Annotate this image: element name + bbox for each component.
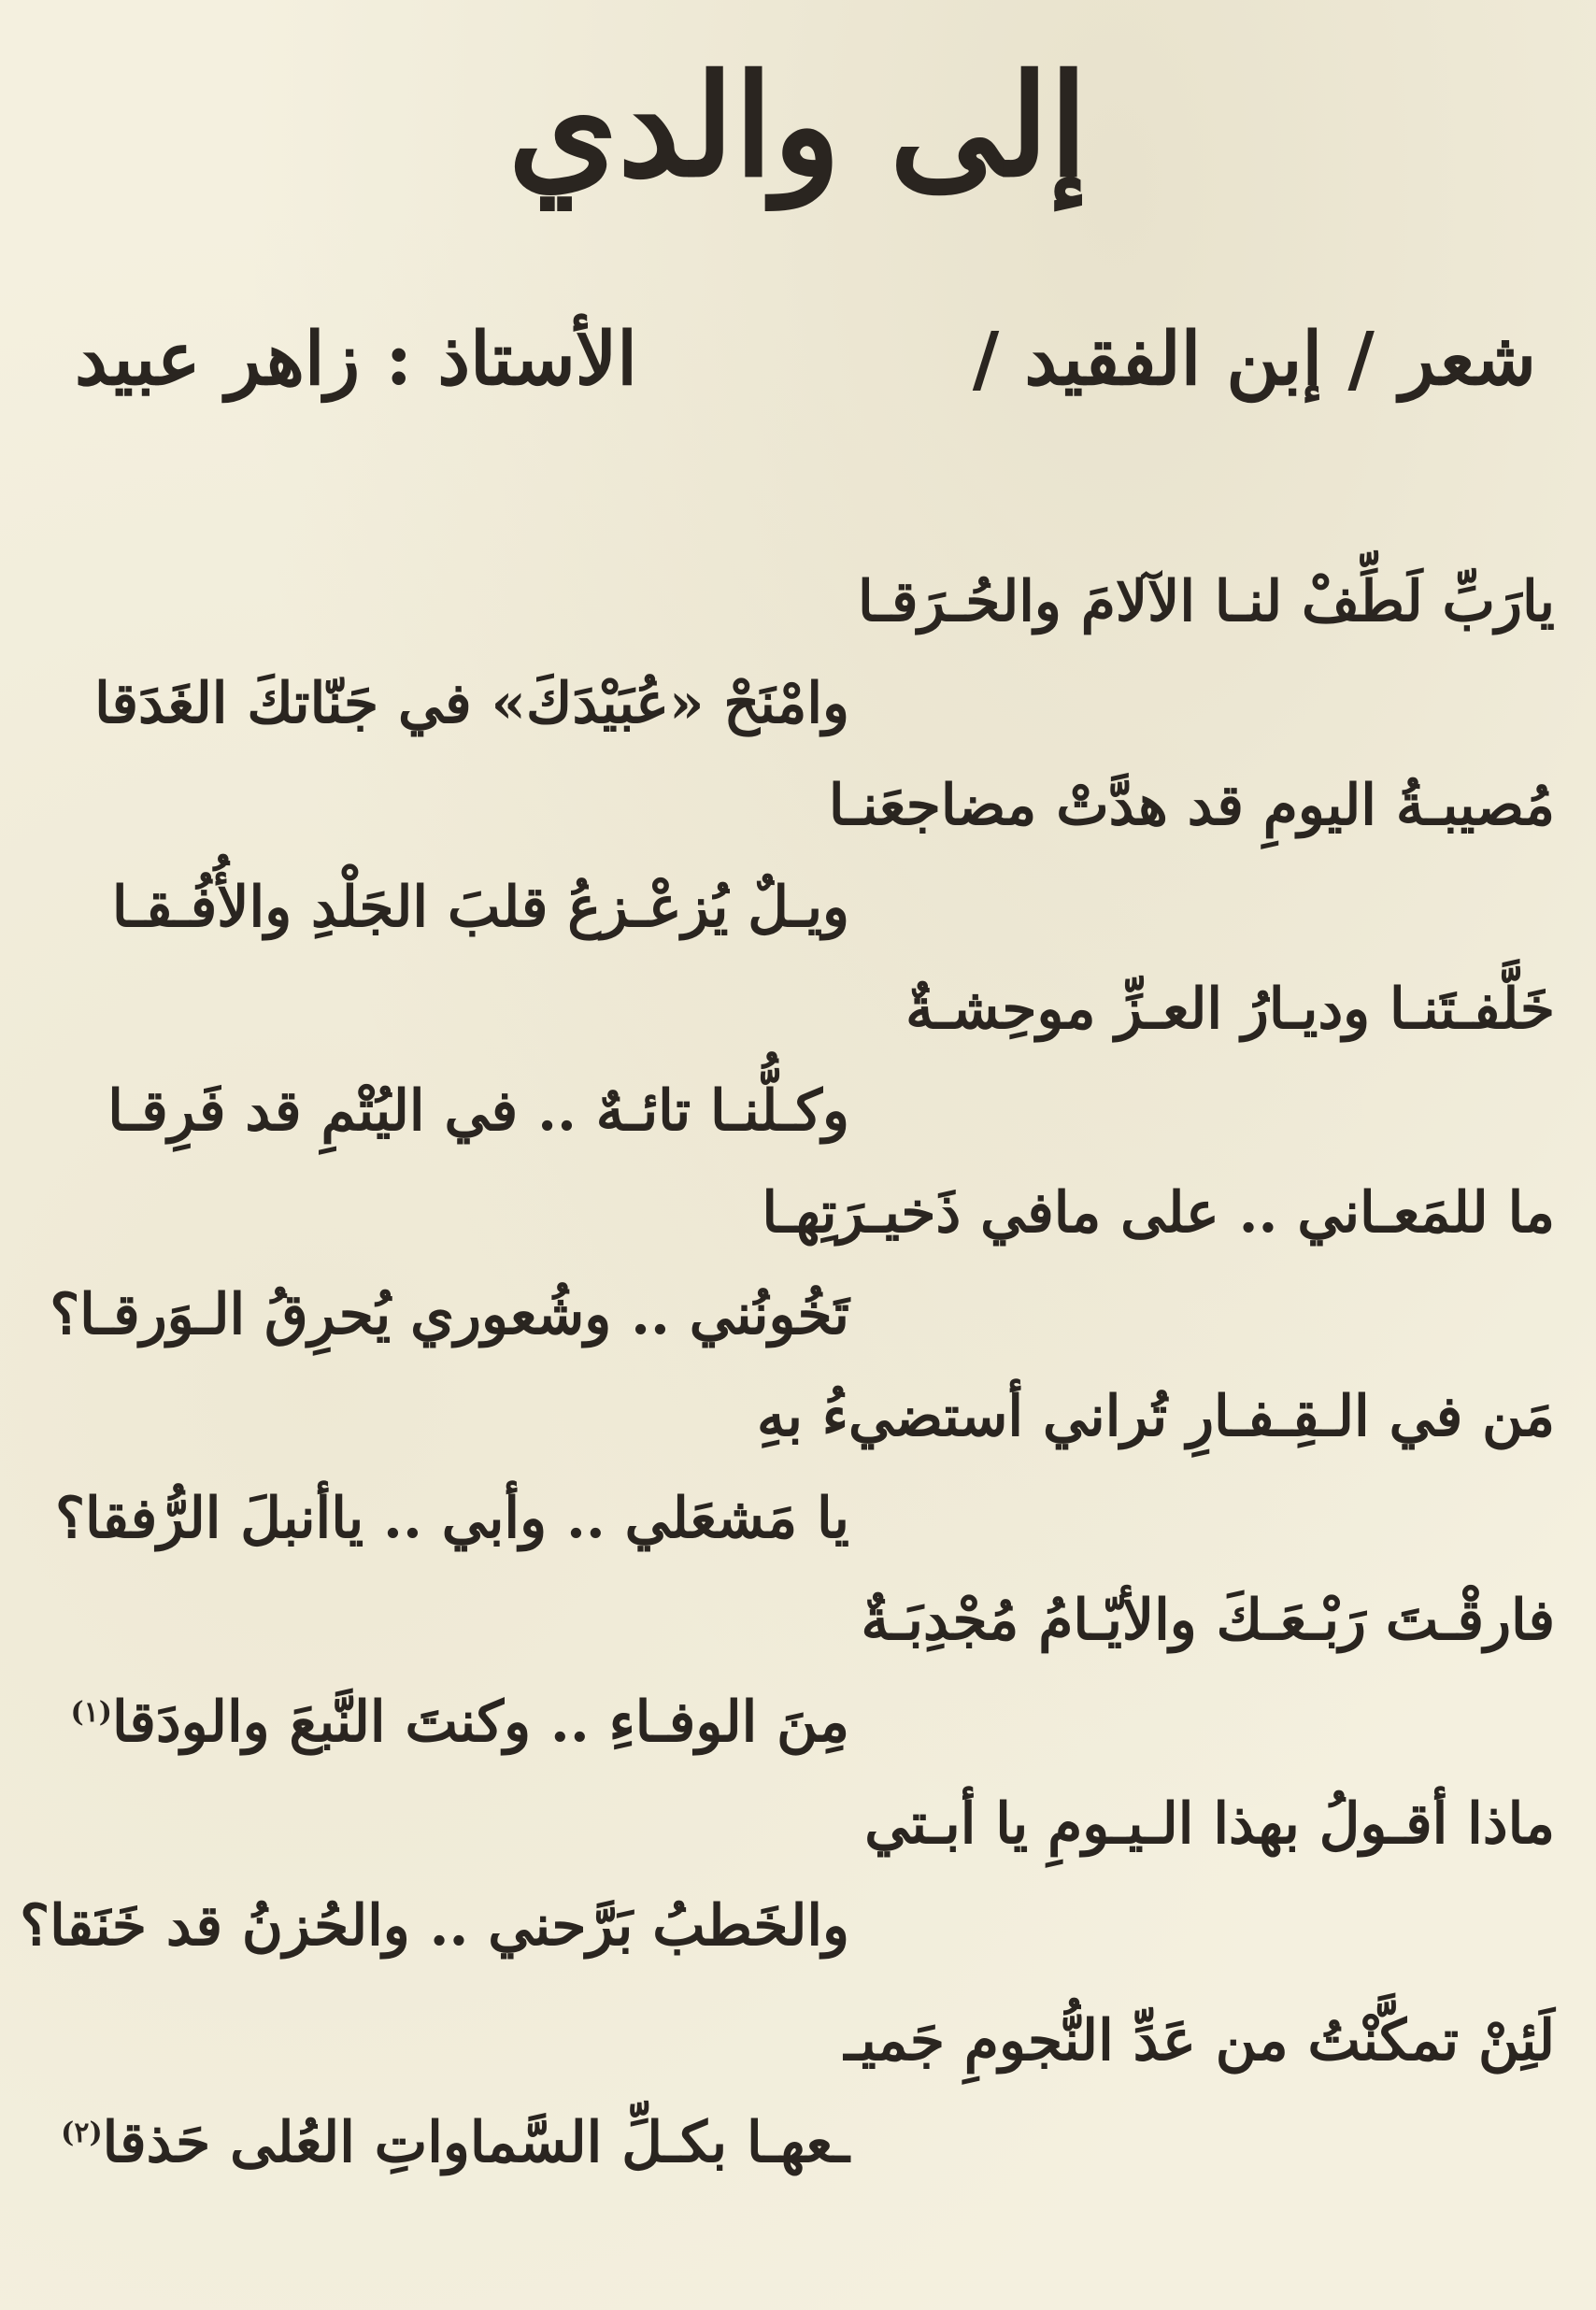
verse-line: وكـلُّنـا تائـهٌ .. في اليُتْمِ قد فَرِقـا <box>107 1078 849 1144</box>
poem-title: إلى والدي <box>507 44 1089 208</box>
verse-line: يا مَشعَلي .. وأبي .. ياأنبلَ الرُّفقا؟ <box>55 1486 849 1551</box>
verse-line: ما للمَعـاني .. على مافي ذَخيـرَتِهـا <box>762 1180 1555 1246</box>
verse-line: تَخُونُني .. وشُعوري يُحرِقُ الـوَرقـا؟ <box>50 1282 849 1348</box>
verse-line: مَن في الـقِـفـارِ تُراني أستضيءُ بهِ <box>757 1384 1555 1449</box>
footnote-marker: (٢) <box>61 2117 103 2149</box>
verse-line: مُصيبـةُ اليومِ قد هدَّتْ مضاجعَنـا <box>828 773 1555 838</box>
footnote-marker: (١) <box>70 1696 112 1729</box>
verse-line: ويـلٌ يُزعْـزعُ قلبَ الجَلْدِ والأُفُـقـا <box>111 875 849 940</box>
verse-line: ـعهـا بكـلِّ السَّماواتِ العُلى حَذقا$^{(٢)}$ <box>61 2110 849 2175</box>
verse-line: يارَبِّ لَطِّفْ لنـا الآلامَ والحُـرَقـا <box>858 569 1555 635</box>
verse-line: وامْنَحْ «عُبَيْدَكَ» في جَنّاتكَ الغَدَقا <box>94 671 849 736</box>
teacher-credit: الأستاذ : زاهر عبيد <box>75 317 637 402</box>
verse-line: والخَطبُ بَرَّحني .. والحُزنُ قد خَنَقا؟ <box>20 1893 849 1959</box>
verse-line: مِنَ الوفـاءِ .. وكنتَ النَّبعَ والودَقا$^{(١)}$ <box>70 1690 849 1755</box>
verse-line: فارقْـتَ رَبْـعَـكَ والأيّـامُ مُجْدِبَـةٌ <box>861 1588 1555 1653</box>
poem-body <box>20 551 1555 2194</box>
verse-line: لَئِنْ تمكَّنْتُ من عَدِّ النُّجومِ جَميـ <box>844 2008 1555 2074</box>
poet-credit: شعر / إبن الفقيد / <box>972 317 1536 402</box>
verse-line: خَلَّفـتَنـا وديـارُ العـزِّ موحِشـةٌ <box>905 977 1555 1042</box>
verse-line: ماذا أقـولُ بهذا الـيـومِ يا أبـتي <box>864 1791 1555 1857</box>
